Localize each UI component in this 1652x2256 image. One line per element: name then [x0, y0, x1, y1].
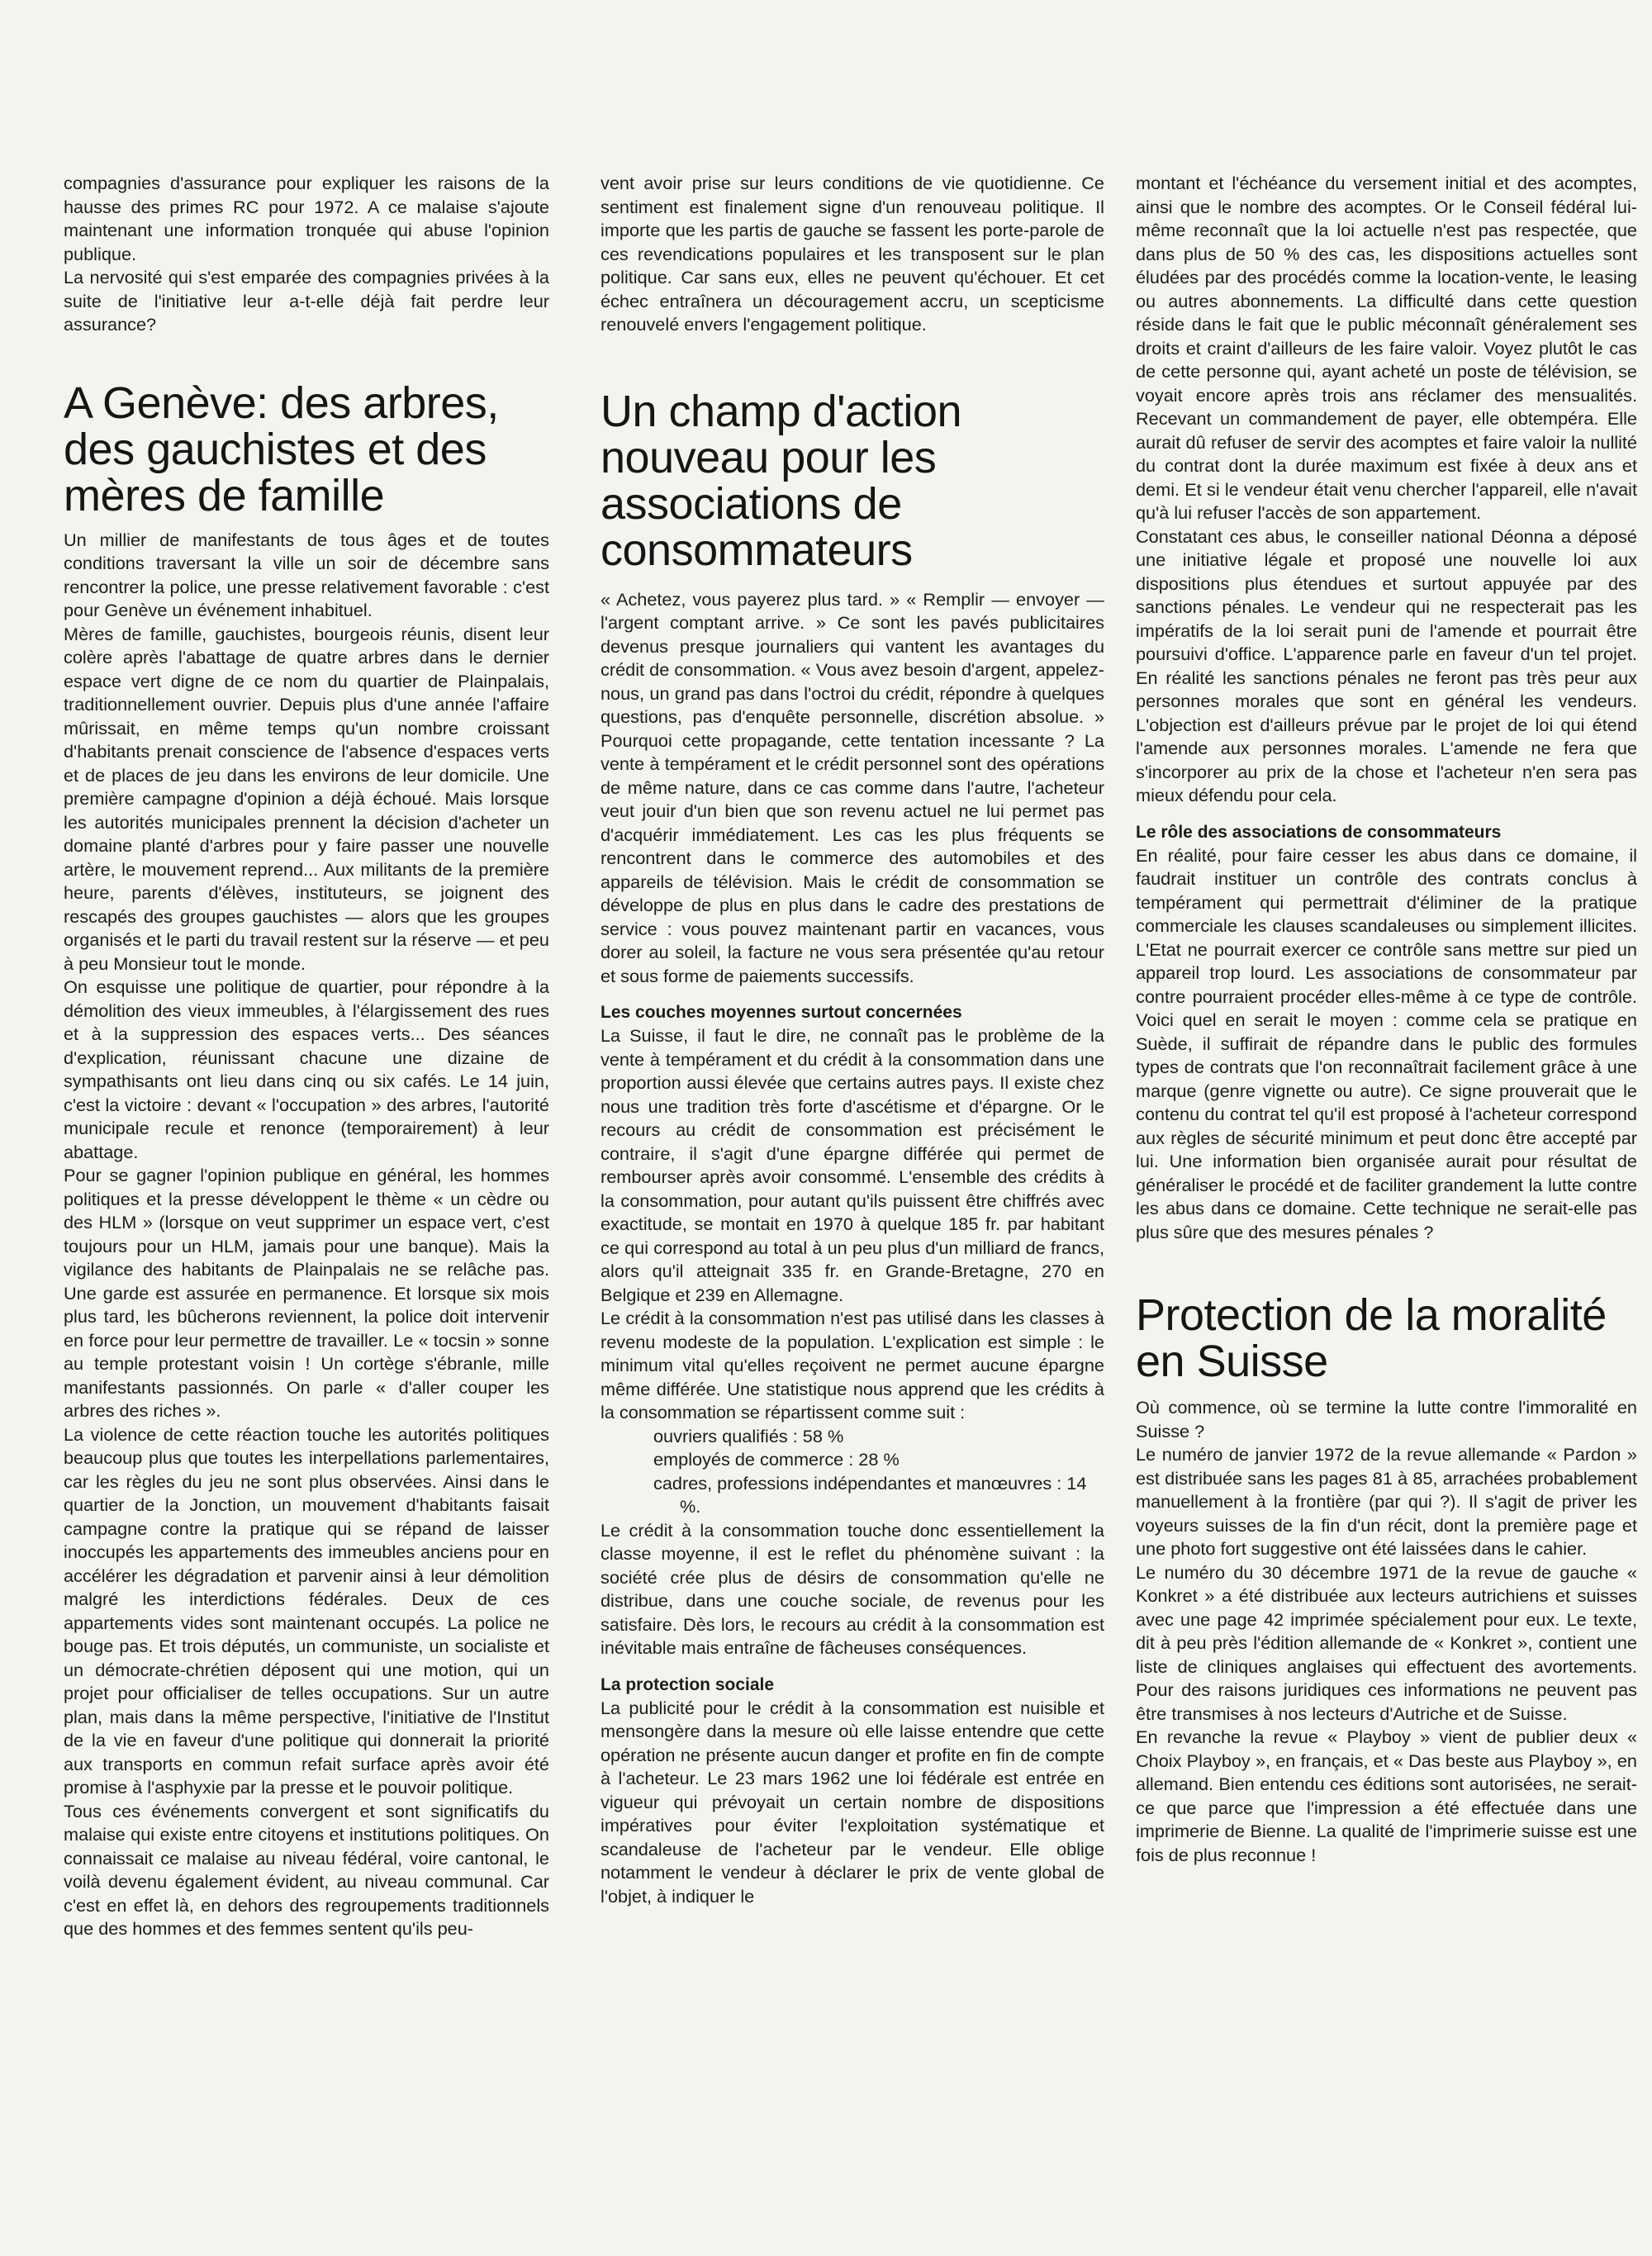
paragraph: Où commence, où se termine la lutte contre l'immoralité en Suisse ? — [1136, 1397, 1637, 1441]
column-1 — [64, 172, 549, 1941]
paragraph: Constatant ces abus, le conseiller national Déonna a déposé une initiative légale et proposé une nouvelle loi aux dispositions plus étendues et surtout appuyée par des sanctions pénales. Le vendeur qui ne respecterait pas les impératifs de la loi serait puni de l'amende et pourrait être poursuivi d'office. L'apparence parle en faveur d'un tel projet. En réalité les sanctions pénales ne feront pas très peur aux personnes morales que sont en général les vendeurs. L'objection est d'ailleurs prévue par le projet de loi qui étend l'amende aux personnes morales. L'amende ne fera que s'incorporer au prix de la chose et l'acheteur n'en sera pas mieux défendu pour cela. — [1136, 525, 1637, 805]
column-2 — [601, 172, 1104, 1908]
paragraph: En revanche la revue « Playboy » vient de publier deux « Choix Playboy », en français, et « Das beste aus Playboy », en allemand. Bien entendu ces éditions sont autorisées, ne serait-ce que parce que l'impression a été effectuée dans une imprimerie de Bienne. La qualité de l'imprimerie suisse est une fois de plus reconnue ! — [1136, 1726, 1637, 1865]
paragraph: La publicité pour le crédit à la consommation est nuisible et mensongère dans la mesure où elle laisse entendre que cette opération ne présente aucun danger et profite en fin de compte à l'acheteur. Le 23 mars 1962 une loi fédérale est entrée en vigueur qui prévoyait un certain nombre de dispositions impératives pour éviter l'exploitation systématique et scandaleuse de l'acheteur par le vendeur. Elle oblige notamment le vendeur à déclarer le prix de vente global de l'objet, à indiquer le — [601, 1697, 1104, 1907]
paragraph: montant et l'échéance du versement initial et des acomptes, ainsi que le nombre des acomptes. Or le Conseil fédéral lui-même reconnaît que la loi actuelle n'est pas respectée, que dans plus de 50 % des cas, les dispositions actuelles sont éludées par des procédés comme la location-vente, le leasing ou autres abonnements. La difficulté dans cette question réside dans le fait que le public méconnaît généralement ses droits et craint d'ailleurs de les faire valoir. Voyez plutôt le cas de cette personne qui, ayant acheté un poste de télévision, se voyait encore après trois ans réclamer des mensualités. Recevant un commandement de payer, elle obtempéra. Elle aurait dû refuser de servir des acomptes et faire valoir la nullité du contrat dont la durée maximum est fixée à deux ans et demi. Et si le vendeur était venu chercher l'appareil, elle n'avait qu'à lui refuser l'accès de son appartement. — [1136, 173, 1637, 523]
paragraph: On esquisse une politique de quartier, pour répondre à la démolition des vieux immeubles, à l'élargissement des rues et à la suppression des espaces verts... Des séances d'explication, réunissant chacune une dizaine de sympathisants ont lieu dans cinq ou six cafés. Le 14 juin, c'est la victoire : devant « l'occupation » des arbres, l'autorité municipale recule et renonce (temporairement) à leur abattage. — [64, 976, 549, 1162]
subheading-protection-sociale: La protection sociale — [601, 1674, 775, 1694]
paragraph: Pour se gagner l'opinion publique en général, les hommes politiques et la presse développent le thème « un cèdre ou des HLM » (lorsque on veut supprimer un espace vert, c'est toujours pour un HLM, jamais pour une banque). Mais la vigilance des habitants de Plainpalais ne se relâche pas. Une garde est assurée en permanence. Et lorsque six mois plus tard, les bûcherons reviennent, la police doit intervenir en force pour leur permettre de travailler. Le « tocsin » sonne au temple protestant voisin ! Un cortège s'ébranle, mille manifestants passionnés. On parle « d'aller couper les arbres des riches ». — [64, 1165, 549, 1421]
stat-line: cadres, professions indépendantes et manœuvres : 14 %. — [653, 1472, 1087, 1517]
paragraph: Tous ces événements convergent et sont significatifs du malaise qui existe entre citoyens et institutions politiques. On connaissait ce malaise au niveau fédéral, voire cantonal, le voilà devenu également évident, au niveau communal. Car c'est en effet là, en dehors des regroupements traditionnels que des hommes et des femmes sentent qu'ils peu- — [64, 1800, 549, 1939]
article-title-moralite: Protection de la moralité en Suisse — [1136, 1290, 1607, 1386]
paragraph: La nervosité qui s'est emparée des compagnies privées à la suite de l'initiative leur a-t-elle déjà fait perdre leur assurance? — [64, 267, 549, 335]
stat-line: employés de commerce : 28 % — [653, 1449, 900, 1470]
paragraph: Mères de famille, gauchistes, bourgeois réunis, disent leur colère après l'abattage de quatre arbres dans le dernier espace vert digne de ce nom du quartier de Plainpalais, traditionnellement ouvrier. Depuis plus d'une année l'affaire mûrissait, en même temps qu'un nombre croissant d'habitants prenait conscience de l'absence d'espaces verts et de places de jeu dans les environs de leur domicile. Une première campagne d'opinion a déjà échoué. Mais lorsque les autorités municipales prennent la décision d'acheter un domaine planté d'arbres pour y faire passer une nouvelle artère, le mouvement reprend... Aux militants de la première heure, parents d'élèves, instituteurs, se joignent des rescapés des groupes gauchistes — alors que les groupes organisés et le parti du travail restent sur la réserve — et peu à peu Monsieur tout le monde. — [64, 623, 549, 974]
paragraph: Le numéro du 30 décembre 1971 de la revue de gauche « Konkret » a été distribuée aux lecteurs autrichiens et suisses avec une page 42 imprimée spécialement pour eux. Le texte, dit à peu près l'édition allemande de « Konkret », contient une liste de cliniques anglaises qui effectuent des avortements. Pour des raisons juridiques ces informations ne peuvent pas être transmises à nos lecteurs d'Autriche et de Suisse. — [1136, 1561, 1637, 1724]
paragraph: Le numéro de janvier 1972 de la revue allemande « Pardon » est distribuée sans les pages 81 à 85, arrachées probablement manuellement à la frontière (par qui ?). Il s'agit de priver les voyeurs suisses de la fin d'un récit, dont la première page et une photo fort suggestive ont été laissées dans le cahier. — [1136, 1444, 1637, 1559]
column-3 — [1136, 172, 1637, 1867]
subheading-role-associations: Le rôle des associations de consommateurs — [1136, 822, 1502, 842]
paragraph: En réalité, pour faire cesser les abus dans ce domaine, il faudrait instituer un contrôle des contrats conclus à tempérament qui permettrait d'éliminer de la pratique commerciale les clauses scandaleuses ou simplement illicites. L'Etat ne pourrait exercer ce contrôle sans mettre sur pied un appareil trop lourd. Les associations de consommateur par contre pourraient procéder elles-même à ce type de contrôle. Voici quel en serait le moyen : comme cela se pratique en Suède, il suffirait de répandre dans le public des formules types de contrats que l'on reconnaîtrait facilement grâce à une marque (genre vignette ou autre). Ce signe prouverait que le contenu du contrat tel qu'il est proposé à l'acheteur correspond aux règles de sécurité minimum et peut donc être accepté par lui. Une information bien organisée aurait pour résultat de généraliser le procédé et de faciliter grandement la lutte contre les abus dans ce domaine. Cette technique ne serait-elle pas plus sûre que des mesures pénales ? — [1136, 844, 1637, 1242]
stat-line: ouvriers qualifiés : 58 % — [653, 1425, 844, 1446]
paragraph: Le crédit à la consommation touche donc essentiellement la classe moyenne, il est le reflet du phénomène suivant : la société crée plus de désirs de consommation qu'elle ne distribue, dans une couche sociale, de revenus pour les satisfaire. Dès lors, le recours au crédit à la consommation est inévitable mais entraîne de fâcheuses conséquences. — [601, 1519, 1104, 1658]
paragraph: Le crédit à la consommation n'est pas utilisé dans les classes à revenu modeste de la population. L'explication est simple : le minimum vital qu'elles reçoivent ne permet aucune épargne même différée. Une statistique nous apprend que les crédits à la consommation se répartissent comme suit : — [601, 1308, 1104, 1422]
article-title-geneve: A Genève: des arbres, des gauchistes et des mères de famille — [64, 378, 499, 520]
paragraph: vent avoir prise sur leurs conditions de vie quotidienne. Ce sentiment est finalement signe d'un renouveau politique. Il importe que les partis de gauche se fassent les porte-parole de ces revendications populaires et les transposent sur le plan politique. Car sans eux, elles ne peuvent qu'échouer. Et cet échec entraînera un découragement accru, un scepticisme renouvelé envers l'engagement politique. — [601, 173, 1104, 335]
paragraph: « Achetez, vous payerez plus tard. » « Remplir — envoyer — l'argent comptant arrive. » Ce sont les pavés publicitaires devenus presque journaliers qui vantent les avantages du crédit de consommation. « Vous avez besoin d'argent, appelez-nous, un grand pas dans l'octroi du crédit, répondre à quelques questions, pas d'enquête personnelle, discrétion absolue. » Pourquoi cette propagande, cette tentation incessante ? La vente à tempérament et le crédit personnel sont des opérations de même nature, dans ce cas comme dans l'autre, l'acheteur veut jouir d'un bien que son revenu actuel ne lui permet pas d'acquérir immédiatement. Les cas les plus fréquents se rencontrent dans le commerce des automobiles et des appareils de télévision. Mais le crédit de consommation se développe de plus en plus dans le cadre des prestations de service : vous pouvez maintenant partir en vacances, vous dorer au soleil, la facture ne vous sera présentée qu'au retour et sous forme de paiements successifs. — [601, 588, 1104, 986]
paragraph: Un millier de manifestants de tous âges et de toutes conditions traversant la ville un soir de décembre sans rencontrer la police, une presse relativement favorable : c'est pour Genève un événement inhabituel. — [64, 529, 549, 620]
paragraph: La Suisse, il faut le dire, ne connaît pas le problème de la vente à tempérament et du crédit à la consommation dans une proportion aussi élevée que certains autres pays. Il existe chez nous une tradition très forte d'ascétisme et d'épargne. Or le recours au crédit de consommation est précisément le contraire, il s'agit d'une épargne différée qui permet de rembourser après avoir consommé. L'ensemble des crédits à la consommation, pour autant qu'ils puissent être chiffrés avec exactitude, se montait en 1970 à quelque 185 fr. par habitant ce qui correspond au total à un peu plus d'un milliard de francs, alors qu'il atteignait 335 fr. en Grande-Bretagne, 270 en Belgique et 239 en Allemagne. — [601, 1025, 1104, 1305]
article-title-consommateurs: Un champ d'action nouveau pour les associations de consommateurs — [601, 386, 962, 575]
subheading-couches-moyennes: Les couches moyennes surtout concernées — [601, 1003, 962, 1022]
paragraph: compagnies d'assurance pour expliquer les raisons de la hausse des primes RC pour 1972. A ce malaise s'ajoute maintenant une information tronquée qui abuse l'opinion publique. — [64, 173, 549, 264]
paragraph: La violence de cette réaction touche les autorités politiques beaucoup plus que toutes les interpellations parlementaires, car les règles du jeu ne sont plus observées. Ainsi dans le quartier de la Jonction, un mouvement d'habitants faisait campagne contre la pratique qui se répand de laisser inoccupés les appartements des immeubles anciens pour en accélérer les dégradation et parvenir ainsi à leur démolition malgré les interdictions fédérales. Deux de ces appartements vides sont maintenant occupés. La police ne bouge pas. Et trois députés, un communiste, un socialiste et un démocrate-chrétien déposent qui une motion, qui un projet pour officialiser de telles occupations. Sur un autre plan, mais dans la même perspective, l'initiative de l'Institut de la vie en faveur d'une politique qui donnerait la priorité aux transports en commun refait surface après avoir été promise à l'asphyxie par la presse et le pouvoir politique. — [64, 1423, 549, 1798]
